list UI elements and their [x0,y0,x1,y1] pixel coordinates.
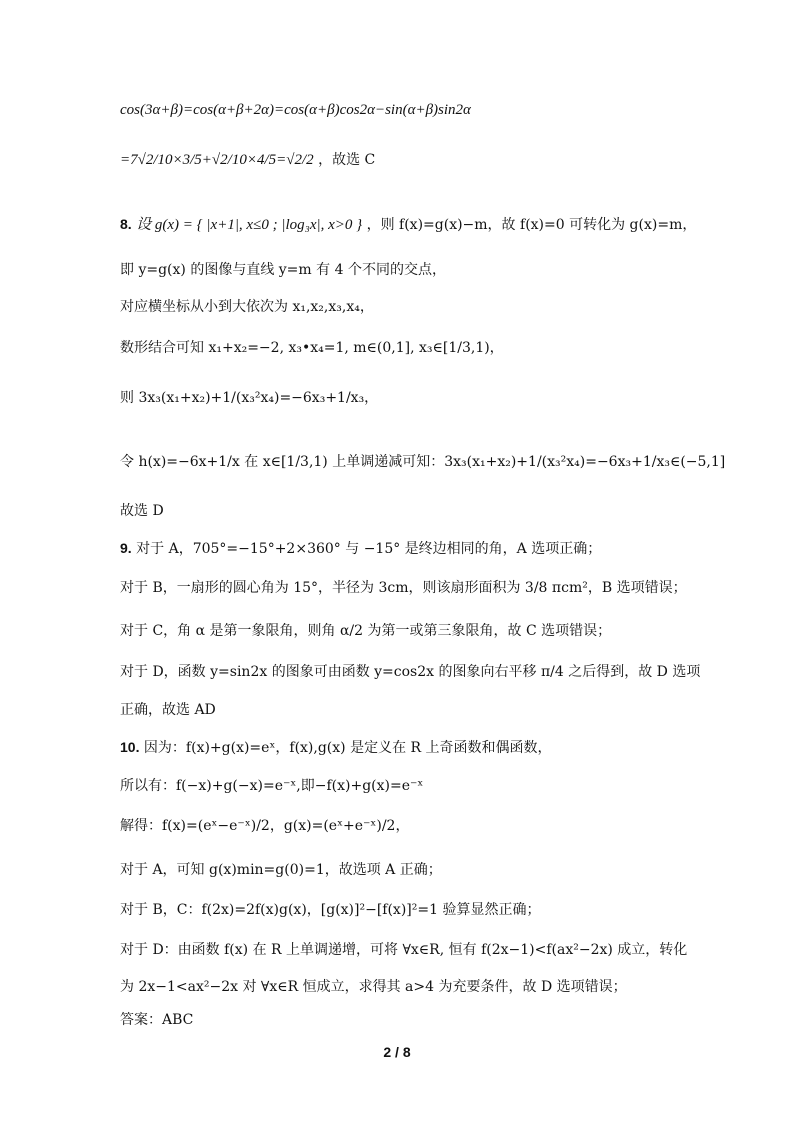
line-2: =7√2/10×3/5+√2/10×4/5=√2/2 ，故选 C [120,152,376,168]
line-21: 为 2x−1<ax²−2x 对 ∀x∈R 恒成立，求得其 a>4 为充要条件，故 D 选项错误； [120,979,627,995]
line-18: 对于 A，可知 g(x)min=g(0)=1，故选项 A 正确； [120,862,442,878]
line-17: 解得：f(x)=(eˣ−e⁻ˣ)/2，g(x)=(eˣ+e⁻ˣ)/2， [120,818,410,834]
line-12: 对于 C，角 α 是第一象限角，则角 α/2 为第一或第三象限角，故 C 选项错误； [120,623,612,639]
problem-number: 8. [120,216,132,232]
line-22: 答案：ABC [120,1012,194,1028]
line-19: 对于 B，C：f(2x)=2f(x)g(x)，[g(x)]²−[f(x)]²=1 验算显然正确； [120,902,541,918]
line-14: 正确，故选 AD [120,702,216,718]
line-5: 对应横坐标从小到大依次为 x₁,x₂,x₃,x₄， [120,299,374,315]
page-number: 2 / 8 [383,1044,411,1060]
problem-9: 9. 对于 A，705°=−15°+2×360° 与 −15° 是终边相同的角，A 选项正确； [120,540,602,557]
line-20: 对于 D：由函数 f(x) 在 R 上单调递增，可将 ∀x∈R, 恒有 f(2x−1)<f(ax²−2x) 成立，转化 [120,942,688,958]
line-8: 令 h(x)=−6x+1/x 在 x∈[1/3,1) 上单调递减可知：3x₃(x₁+x₂)+1/(x₃²x₄)=−6x₃+1/x₃∈(−5,1] [120,454,726,470]
problem-8: 8. 设 g(x) = { |x+1|, x≤0 ; |log₃x|, x>0 } ，则 f(x)=g(x)−m，故 f(x)=0 可转化为 g(x)=m， [120,216,697,233]
line-7: 则 3x₃(x₁+x₂)+1/(x₃²x₄)=−6x₃+1/x₃， [120,390,379,406]
line-4: 即 y=g(x) 的图像与直线 y=m 有 4 个不同的交点， [120,262,446,278]
line-16: 所以有：f(−x)+g(−x)=e⁻ˣ,即−f(x)+g(x)=e⁻ˣ [120,778,424,794]
problem-number: 10. [120,739,140,755]
line-9: 故选 D [120,503,164,519]
line-6: 数形结合可知 x₁+x₂=−2, x₃•x₄=1, m∈(0,1], x₃∈[1/3,1)， [120,340,504,356]
line-1: cos(3α+β)=cos(α+β+2α)=cos(α+β)cos2α−sin(α+β)sin2α [120,102,471,118]
problem-number: 9. [120,540,132,556]
line-11: 对于 B，一扇形的圆心角为 15°，半径为 3cm，则该扇形面积为 3/8 πcm²，B 选项错误； [120,580,687,596]
line-13: 对于 D，函数 y=sin2x 的图象可由函数 y=cos2x 的图象向右平移 π/4 之后得到，故 D 选项 [120,664,701,680]
problem-10: 10. 因为：f(x)+g(x)=eˣ，f(x),g(x) 是定义在 R 上奇函数和偶函数， [120,739,552,756]
